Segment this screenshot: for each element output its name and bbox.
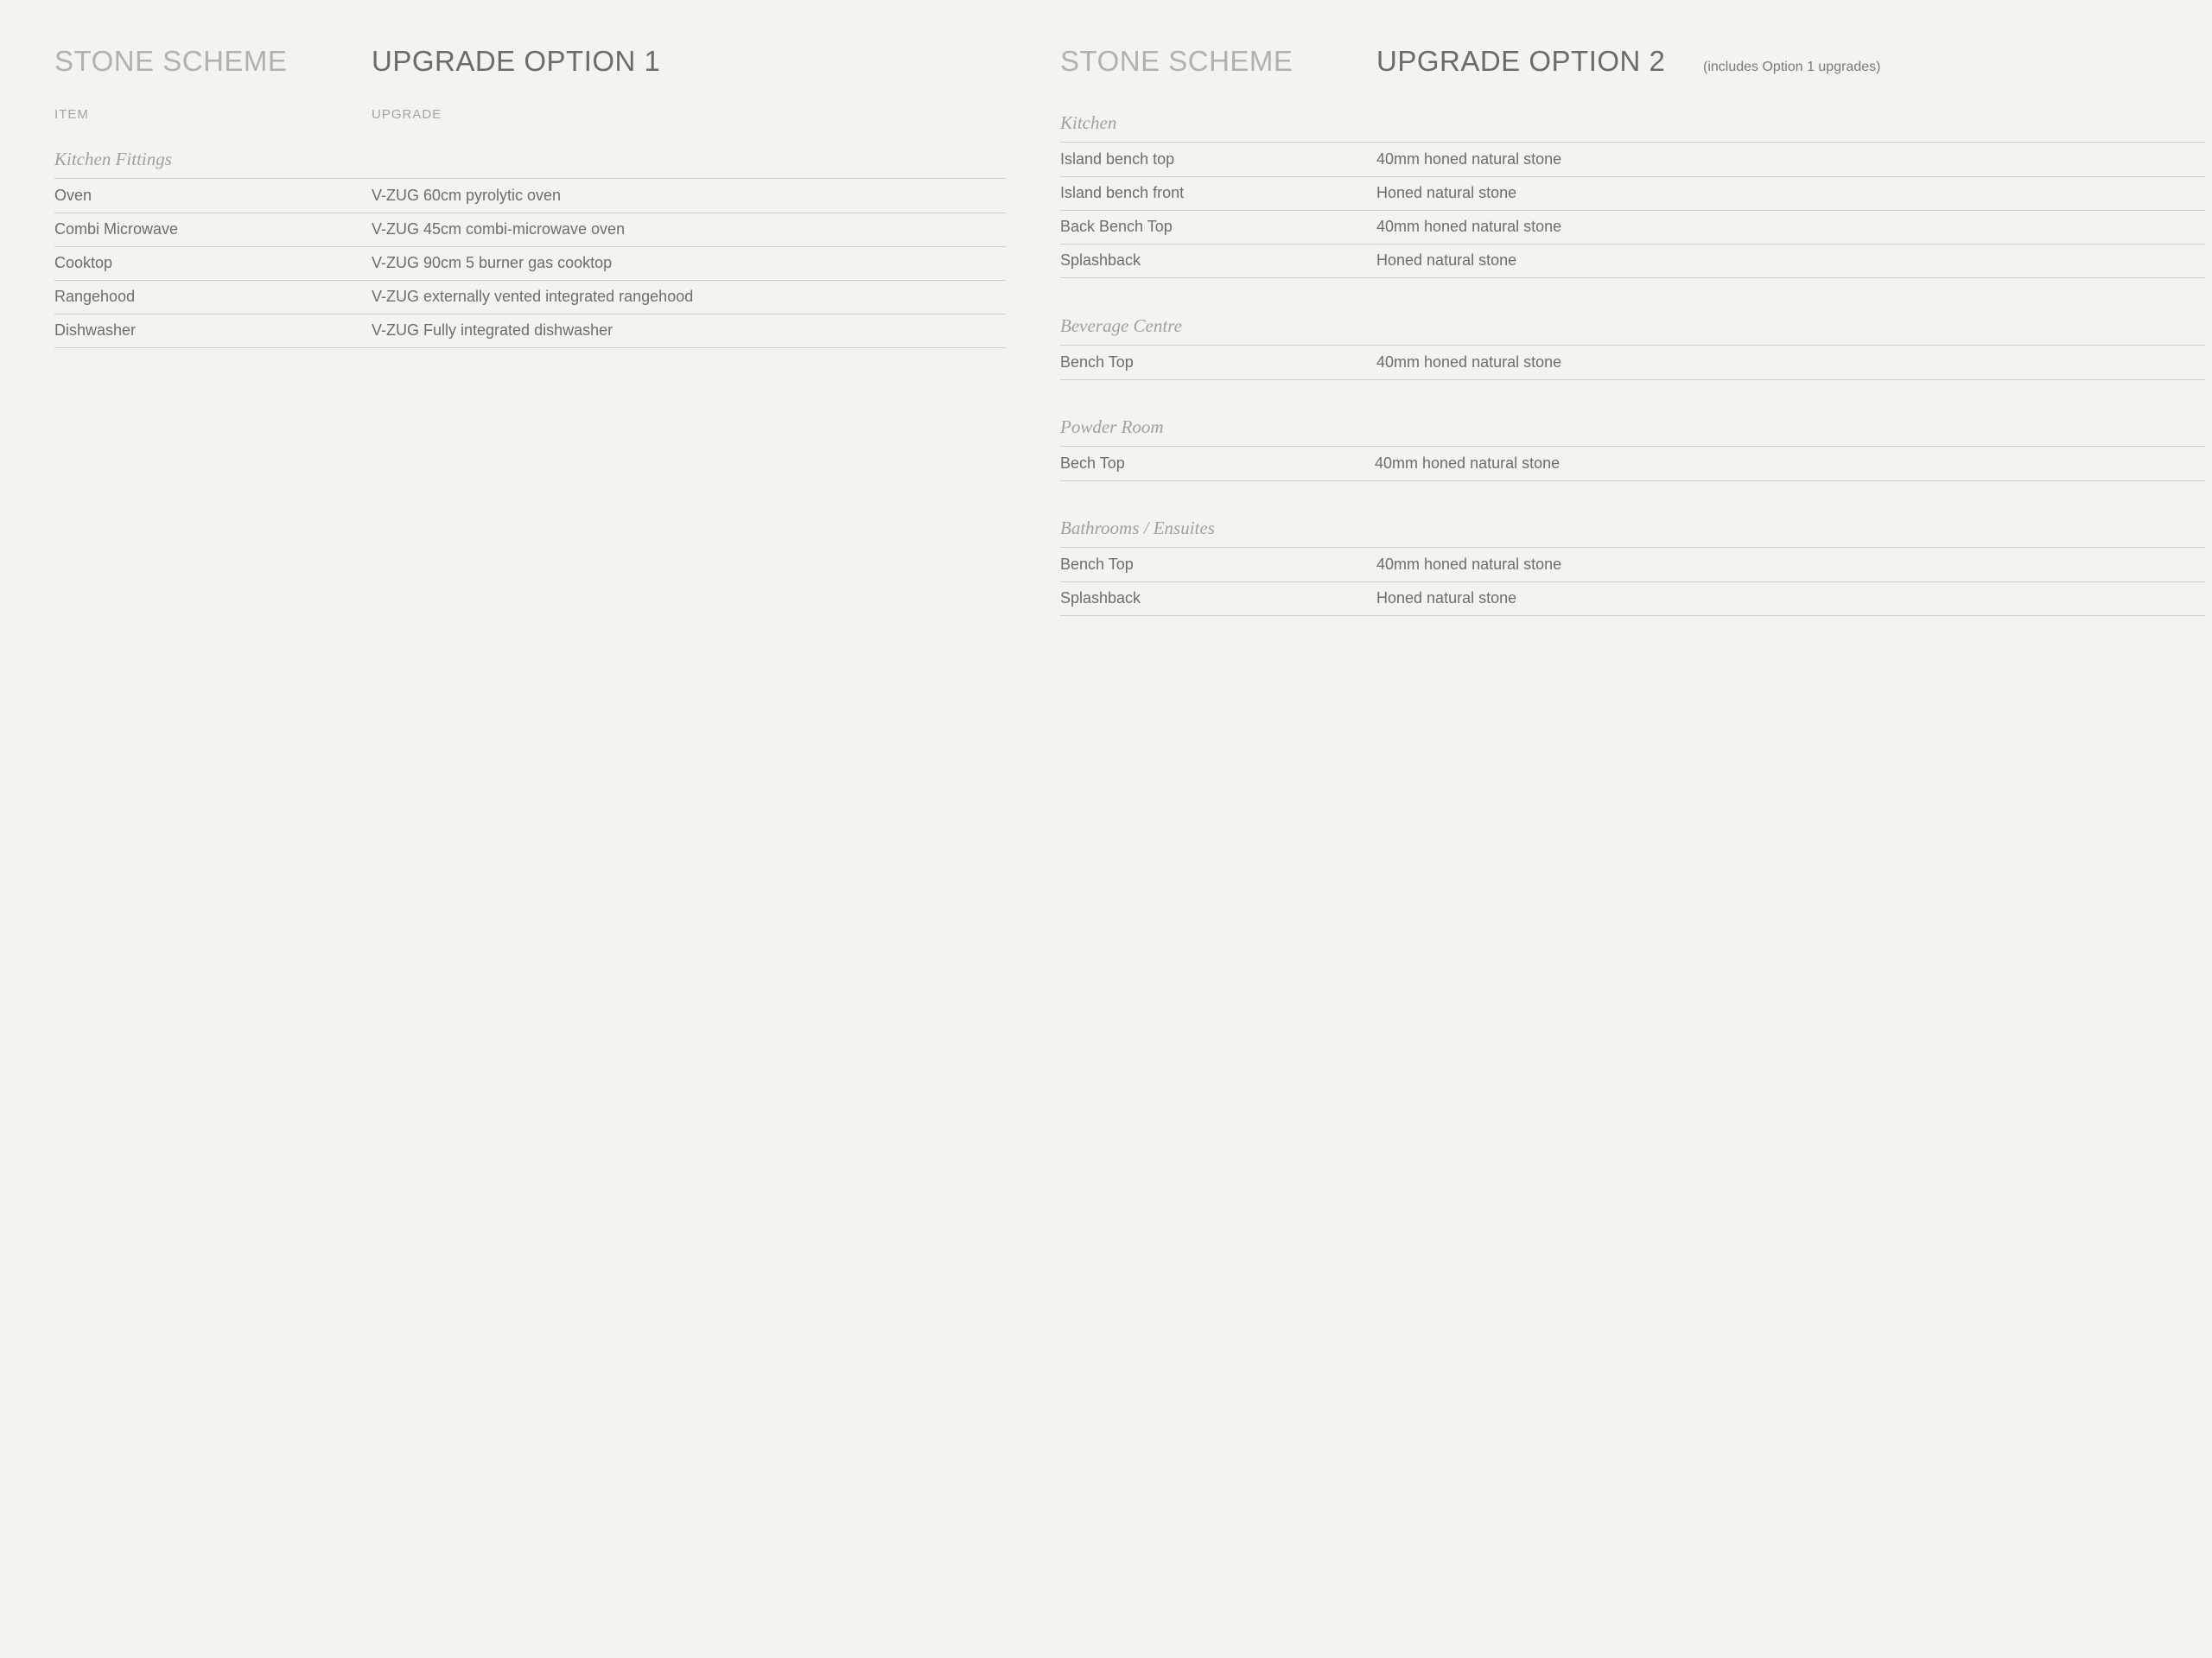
upgrade-value: 40mm honed natural stone: [1376, 353, 1562, 371]
table-row: [54, 314, 1006, 348]
item-label: Island bench front: [1060, 184, 1185, 201]
option-1-header: [54, 45, 1006, 88]
option-title: UPGRADE OPTION 1: [372, 45, 661, 77]
item-label: Oven: [54, 187, 92, 204]
table-row: [1060, 549, 2205, 582]
table-row: [54, 213, 1006, 247]
section-title: Kitchen Fittings: [54, 149, 172, 169]
section-divider: [1060, 142, 2205, 143]
upgrade-value: V-ZUG 45cm combi-microwave oven: [372, 220, 626, 238]
table-row: [1060, 143, 2205, 177]
item-label: Island bench top: [1060, 150, 1175, 168]
upgrade-value: V-ZUG 60cm pyrolytic oven: [372, 187, 562, 204]
row-divider: [54, 347, 1006, 348]
section-divider: [54, 178, 1006, 179]
section-divider: [1060, 345, 2205, 346]
item-label: Cooktop: [54, 254, 113, 271]
scheme-title: STONE SCHEME: [54, 45, 288, 77]
item-label: Rangehood: [54, 288, 136, 305]
table-row: [1060, 346, 2205, 380]
table-row: [1060, 582, 2205, 616]
column-header-item: ITEM: [54, 107, 89, 122]
row-divider: [1060, 615, 2205, 616]
row-divider: [1060, 379, 2205, 380]
item-label: Splashback: [1060, 251, 1141, 269]
table-row: [1060, 448, 2205, 481]
table-row: [1060, 177, 2205, 211]
upgrade-value: 40mm honed natural stone: [1376, 556, 1562, 573]
section-divider: [1060, 446, 2205, 447]
option-title: UPGRADE OPTION 2: [1376, 45, 1666, 77]
item-label: Back Bench Top: [1060, 218, 1173, 235]
upgrade-value: Honed natural stone: [1376, 184, 1517, 201]
upgrade-value: 40mm honed natural stone: [1376, 150, 1562, 168]
row-divider: [1060, 277, 2205, 278]
upgrade-value: V-ZUG Fully integrated dishwasher: [372, 321, 613, 339]
upgrade-value: V-ZUG 90cm 5 burner gas cooktop: [372, 254, 613, 271]
item-label: Bench Top: [1060, 556, 1134, 573]
upgrade-value: V-ZUG externally vented integrated rangehood: [372, 288, 694, 305]
table-row: [1060, 245, 2205, 278]
option-2-header: [1060, 45, 2205, 88]
item-label: Combi Microwave: [54, 220, 179, 238]
upgrade-value: 40mm honed natural stone: [1375, 454, 1560, 472]
item-label: Splashback: [1060, 589, 1141, 607]
table-row: [54, 281, 1006, 314]
section-divider: [1060, 547, 2205, 548]
column-header-upgrade: UPGRADE: [372, 107, 442, 122]
section-title: Powder Room: [1060, 416, 1164, 437]
section-title: Kitchen: [1060, 112, 1117, 133]
table-row: [1060, 211, 2205, 245]
upgrade-value: Honed natural stone: [1376, 589, 1517, 607]
section-title: Beverage Centre: [1060, 315, 1182, 336]
item-label: Bech Top: [1060, 454, 1125, 472]
upgrade-value: 40mm honed natural stone: [1376, 218, 1562, 235]
table-row: [54, 247, 1006, 281]
row-divider: [1060, 480, 2205, 481]
option-note: (includes Option 1 upgrades): [1703, 60, 1881, 74]
item-label: Bench Top: [1060, 353, 1134, 371]
item-label: Dishwasher: [54, 321, 137, 339]
upgrade-value: Honed natural stone: [1376, 251, 1517, 269]
table-row: [54, 180, 1006, 213]
section-title: Bathrooms / Ensuites: [1060, 518, 1215, 538]
scheme-title: STONE SCHEME: [1060, 45, 1294, 77]
